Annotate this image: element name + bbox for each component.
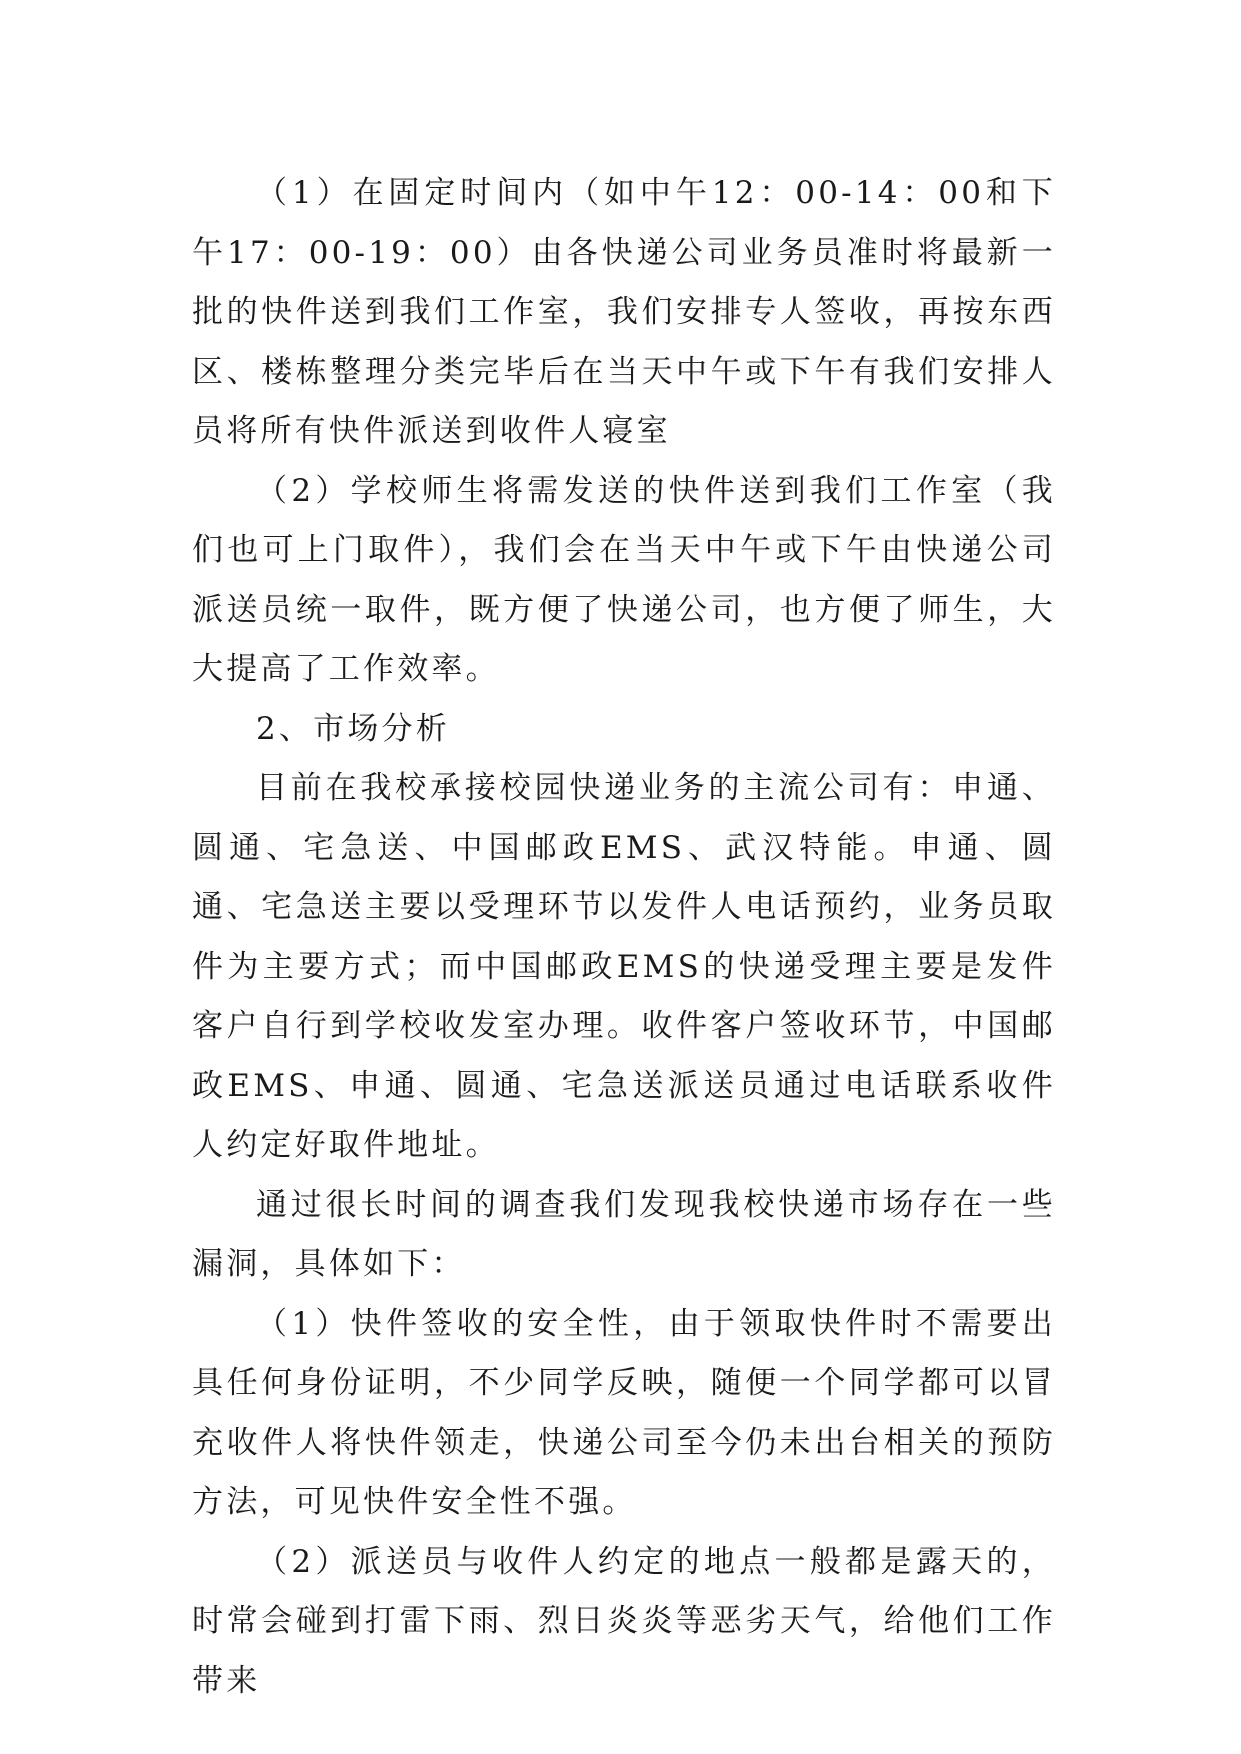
- paragraph-safety-issue: （1）快件签收的安全性，由于领取快件时不需要出具任何身份证明，不少同学反映，随便一个同学都可以冒充收件人将快件领走，快递公司至今仍未出台相关的预防方法，可见快件安全性不强。: [192, 1305, 1056, 1520]
- document-body: [192, 164, 1056, 1711]
- paragraph-receiving-process: （1）在固定时间内（如中午12：00-14：00和下午17：00-19：00）由各快递公司业务员准时将最新一批的快件送到我们工作室，我们安排专人签收，再按东西区、楼栋整理分类完毕后在当天中午或下午有我们安排人员将所有快件派送到收件人寝室: [192, 175, 1056, 449]
- paragraph-main-companies: 目前在我校承接校园快递业务的主流公司有：申通、圆通、宅急送、中国邮政EMS、武汉特能。申通、圆通、宅急送主要以受理环节以发件人电话预约，业务员取件为主要方式；而中国邮政EMS的快递受理主要是发件客户自行到学校收发室办理。收件客户签收环节，中国邮政EMS、申通、圆通、宅急送派送员通过电话联系收件人约定好取件地址。: [192, 770, 1056, 1163]
- paragraph-survey-findings: 通过很长时间的调查我们发现我校快递市场存在一些漏洞，具体如下：: [192, 1186, 1056, 1282]
- paragraph-weather-issue: （2）派送员与收件人约定的地点一般都是露天的，时常会碰到打雷下雨、烈日炎炎等恶劣天气，给他们工作带来: [192, 1543, 1056, 1699]
- paragraph-sending-process: （2）学校师生将需发送的快件送到我们工作室（我们也可上门取件），我们会在当天中午或下午由快递公司派送员统一取件，既方便了快递公司，也方便了师生，大大提高了工作效率。: [192, 472, 1056, 687]
- section-heading-market-analysis: 2、市场分析: [256, 710, 450, 747]
